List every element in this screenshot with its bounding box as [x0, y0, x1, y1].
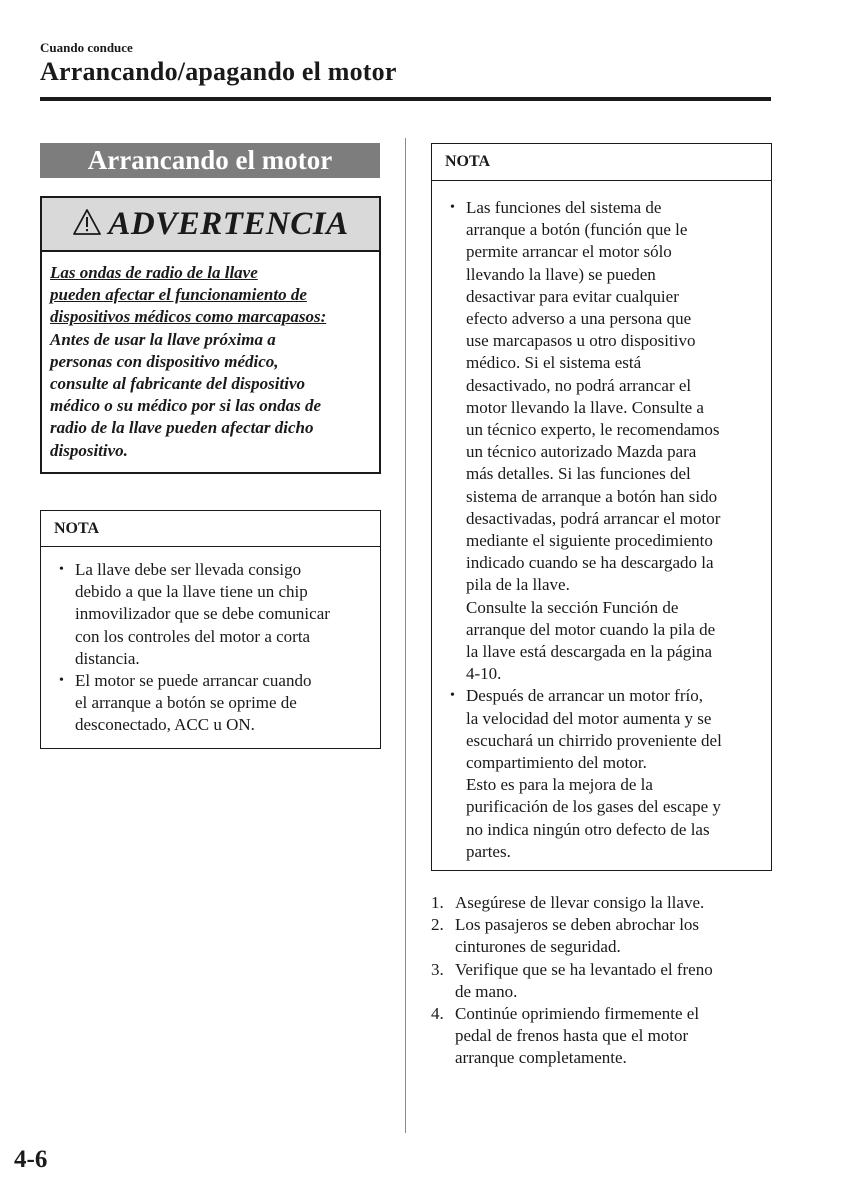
note-line: con los controles del motor a corta: [75, 626, 311, 646]
warning-box: [40, 196, 381, 474]
step-number: 4.: [431, 1004, 444, 1024]
note-line: un técnico experto, le recomendamos: [466, 420, 720, 440]
step-line: pedal de frenos hasta que el motor: [455, 1026, 689, 1046]
procedure-step: [431, 914, 771, 958]
note-line: use marcapasos u otro dispositivo: [466, 331, 696, 351]
note-line: Esto es para la mejora de la: [466, 775, 653, 795]
procedure-steps: [431, 892, 771, 1070]
step-line: Asegúrese de llevar consigo la llave.: [455, 893, 705, 912]
note-line: mediante el siguiente procedimiento: [466, 531, 713, 551]
warning-text-line: médico o su médico por si las ondas de: [50, 396, 322, 416]
note-line: llevando la llave) se pueden: [466, 264, 656, 284]
note-line: permite arrancar el motor sólo: [466, 242, 672, 262]
note-line: • Las funciones del sistema de: [466, 198, 662, 217]
note-line: Consulte la sección Función de: [466, 597, 679, 617]
page-title: Arrancando/apagando el motor: [40, 57, 397, 86]
warning-text-line: dispositivo.: [50, 440, 128, 460]
note-line: pila de la llave.: [466, 575, 570, 595]
note-line: escuchará un chirrido proveniente del: [466, 730, 722, 750]
step-number: 2.: [431, 915, 444, 935]
note-line: el arranque a botón se oprime de: [75, 693, 297, 713]
step-line: Los pasajeros se deben abrochar los: [455, 915, 700, 935]
procedure-step: [431, 1003, 771, 1070]
note-line: debido a que la llave tiene un chip: [75, 582, 308, 602]
note-line: compartimiento del motor.: [466, 753, 647, 773]
note-line: • El motor se puede arrancar cuando: [75, 671, 312, 691]
note-list: [41, 547, 380, 737]
note-line: la velocidad del motor aumenta y se: [466, 708, 712, 728]
warning-lead-line: dispositivos médicos como marcapasos:: [50, 307, 327, 327]
step-line: Verifique que se ha levantado el freno: [455, 959, 713, 979]
title-rule: [40, 97, 771, 101]
warning-text-line: radio de la llave pueden afectar dicho: [50, 418, 314, 438]
step-line: cinturones de seguridad.: [455, 937, 621, 957]
note-item: [432, 685, 771, 863]
warning-text-line: Antes de usar la llave próxima a: [50, 329, 276, 349]
warning-triangle-icon: [72, 208, 102, 241]
warning-text-line: personas con dispositivo médico,: [50, 351, 279, 371]
note-box-push-button: [431, 143, 772, 871]
running-head: Cuando conduce: [40, 40, 133, 55]
note-box-key: [40, 510, 381, 749]
column-divider: [405, 138, 406, 1133]
warning-text-line: consulte al fabricante del dispositivo: [50, 374, 305, 394]
note-line: purificación de los gases del escape y: [466, 797, 721, 817]
note-line: • La llave debe ser llevada consigo: [75, 560, 302, 579]
step-number: 1.: [431, 893, 444, 912]
note-line: desactivar para evitar cualquier: [466, 286, 679, 306]
section-heading: Arrancando el motor: [40, 143, 380, 178]
note-heading: NOTA: [432, 144, 771, 181]
note-line: inmovilizador que se debe comunicar: [75, 604, 330, 624]
note-line: arranque a botón (función que le: [466, 220, 688, 240]
note-line: indicado cuando se ha descargado la: [466, 553, 714, 573]
note-line: desconectado, ACC u ON.: [75, 715, 255, 735]
procedure-step: [431, 892, 771, 914]
step-number: 3.: [431, 959, 444, 979]
note-line: motor llevando la llave. Consulte a: [466, 397, 704, 417]
step-line: arranque completamente.: [455, 1048, 627, 1068]
note-line: la llave está descargada en la página: [466, 642, 713, 662]
note-item: [432, 197, 771, 685]
note-line: partes.: [466, 841, 511, 861]
note-item: [41, 559, 380, 670]
warning-title: ADVERTENCIA: [108, 205, 349, 242]
note-line: más detalles. Si las funciones del: [466, 464, 691, 484]
note-line: 4-10.: [466, 664, 502, 684]
step-line: Continúe oprimiendo firmemente el: [455, 1004, 700, 1024]
warning-lead-line: Las ondas de radio de la llave: [50, 263, 258, 282]
note-line: desactivado, no podrá arrancar el: [466, 375, 692, 395]
step-line: de mano.: [455, 981, 518, 1001]
procedure-step: [431, 959, 771, 1003]
note-line: sistema de arranque a botón han sido: [466, 486, 718, 506]
warning-lead-line: pueden afectar el funcionamiento de: [50, 285, 307, 305]
note-list: [432, 181, 771, 863]
note-item: [41, 670, 380, 737]
note-line: un técnico autorizado Mazda para: [466, 442, 697, 462]
note-line: distancia.: [75, 648, 140, 668]
note-heading: NOTA: [41, 511, 380, 547]
note-line: efecto adverso a una persona que: [466, 309, 692, 329]
note-line: no indica ningún otro defecto de las: [466, 819, 710, 839]
warning-body: [42, 252, 379, 462]
note-line: médico. Si el sistema está: [466, 353, 642, 373]
note-line: • Después de arrancar un motor frío,: [466, 686, 703, 706]
note-line: desactivadas, podrá arrancar el motor: [466, 508, 721, 528]
note-line: arranque del motor cuando la pila de: [466, 619, 716, 639]
warning-header: [42, 198, 379, 252]
page-number: 4-6: [14, 1146, 48, 1173]
